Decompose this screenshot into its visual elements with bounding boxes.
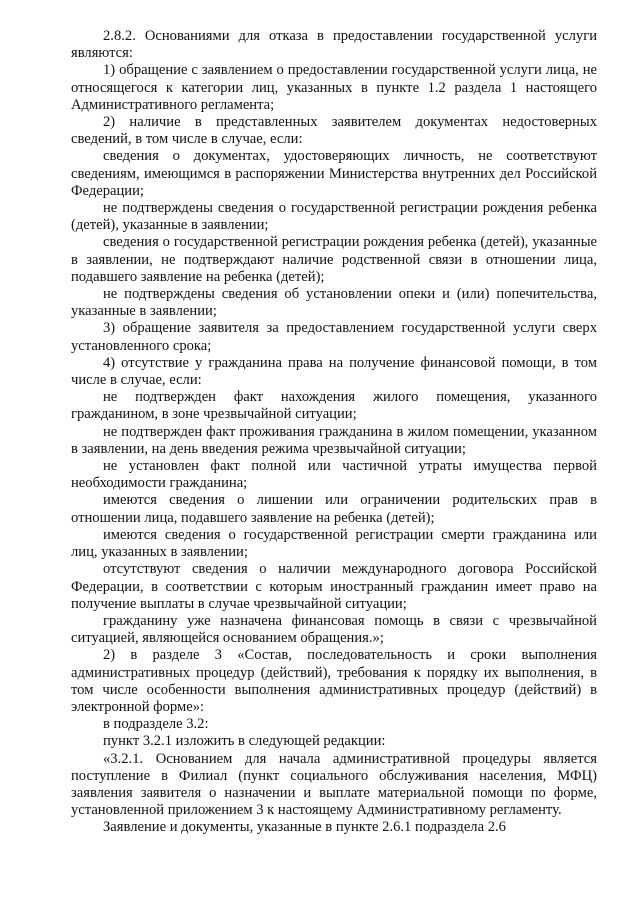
paragraph-item-2: 2) наличие в представленных заявителем документах недостоверных сведений, в том числе в случае, если: [71,114,597,148]
paragraph-international-treaty: отсутствуют сведения о наличии международного договора Российской Федерации, в соответствии с которым иностранный гражданин имеет право на получение выплаты в случае чрезвычайной ситуации; [71,561,597,612]
paragraph-2-8-2-heading: 2.8.2. Основаниями для отказа в предоставлении государственной услуги являются: [71,28,597,62]
paragraph-parental-rights: имеются сведения о лишении или ограничении родительских прав в отношении лица, подавшего заявление на ребенка (детей); [71,492,597,526]
paragraph-birth-registration-unconfirmed: не подтверждены сведения о государственной регистрации рождения ребенка (детей), указанные в заявлении; [71,200,597,234]
document-page [71,28,597,837]
paragraph-identity-documents: сведения о документах, удостоверяющих личность, не соответствуют сведениям, имеющимся в распоряжении Министерства внутренних дел Российской Федерации; [71,148,597,199]
paragraph-dwelling-location: не подтвержден факт нахождения жилого помещения, указанного гражданином, в зоне чрезвычайной ситуации; [71,389,597,423]
paragraph-death-registration: имеются сведения о государственной регистрации смерти гражданина или лиц, указанных в заявлении; [71,526,597,561]
paragraph-residence-fact: не подтвержден факт проживания гражданина в жилом помещении, указанном в заявлении, на день введения режима чрезвычайной ситуации; [71,423,597,457]
paragraph-item-4: 4) отсутствие у гражданина права на получение финансовой помощи, в том числе в случае, если: [71,354,597,389]
paragraph-section-3-amendment: 2) в разделе 3 «Состав, последовательность и сроки выполнения административных процедур (действий), требования к порядку их выполнения, в том числе особенности выполнения административных процедур (действий) в электронной форме»: [71,647,597,715]
paragraph-item-3: 3) обращение заявителя за предоставлением государственной услуги сверх установленного срока; [71,320,597,354]
paragraph-guardianship-unconfirmed: не подтверждены сведения об установлении опеки и (или) попечительства, указанные в заявлении; [71,286,597,320]
paragraph-clause-3-2-1: «3.2.1. Основанием для начала административной процедуры является поступление в Филиал (пункт социального обслуживания населения, МФЦ) заявления заявителя о назначении и выплате материальной помощи по форме, установленной приложением 3 к настоящему Административному регламенту. [71,750,597,819]
paragraph-clause-3-2-1-intro: пункт 3.2.1 изложить в следующей редакции: [103,733,386,750]
paragraph-aid-already-assigned: гражданину уже назначена финансовая помощь в связи с чрезвычайной ситуацией, являющейся основанием обращения.»; [71,612,597,647]
paragraph-item-1: 1) обращение с заявлением о предоставлении государственной услуги лица, не относящегося к категории лиц, указанных в пункте 1.2 раздела 1 настоящего Административного регламента; [71,62,597,113]
paragraph-kinship-unconfirmed: сведения о государственной регистрации рождения ребенка (детей), указанные в заявлении, не подтверждают наличие родственной связи в отношении лица, подавшего заявление на ребенка (детей); [71,234,597,285]
paragraph-property-loss: не установлен факт полной или частичной утраты имущества первой необходимости гражданина; [71,458,597,492]
paragraph-subsection-3-2: в подразделе 3.2: [103,716,209,733]
paragraph-application-documents: Заявление и документы, указанные в пункте 2.6.1 подраздела 2.6 [103,819,506,836]
